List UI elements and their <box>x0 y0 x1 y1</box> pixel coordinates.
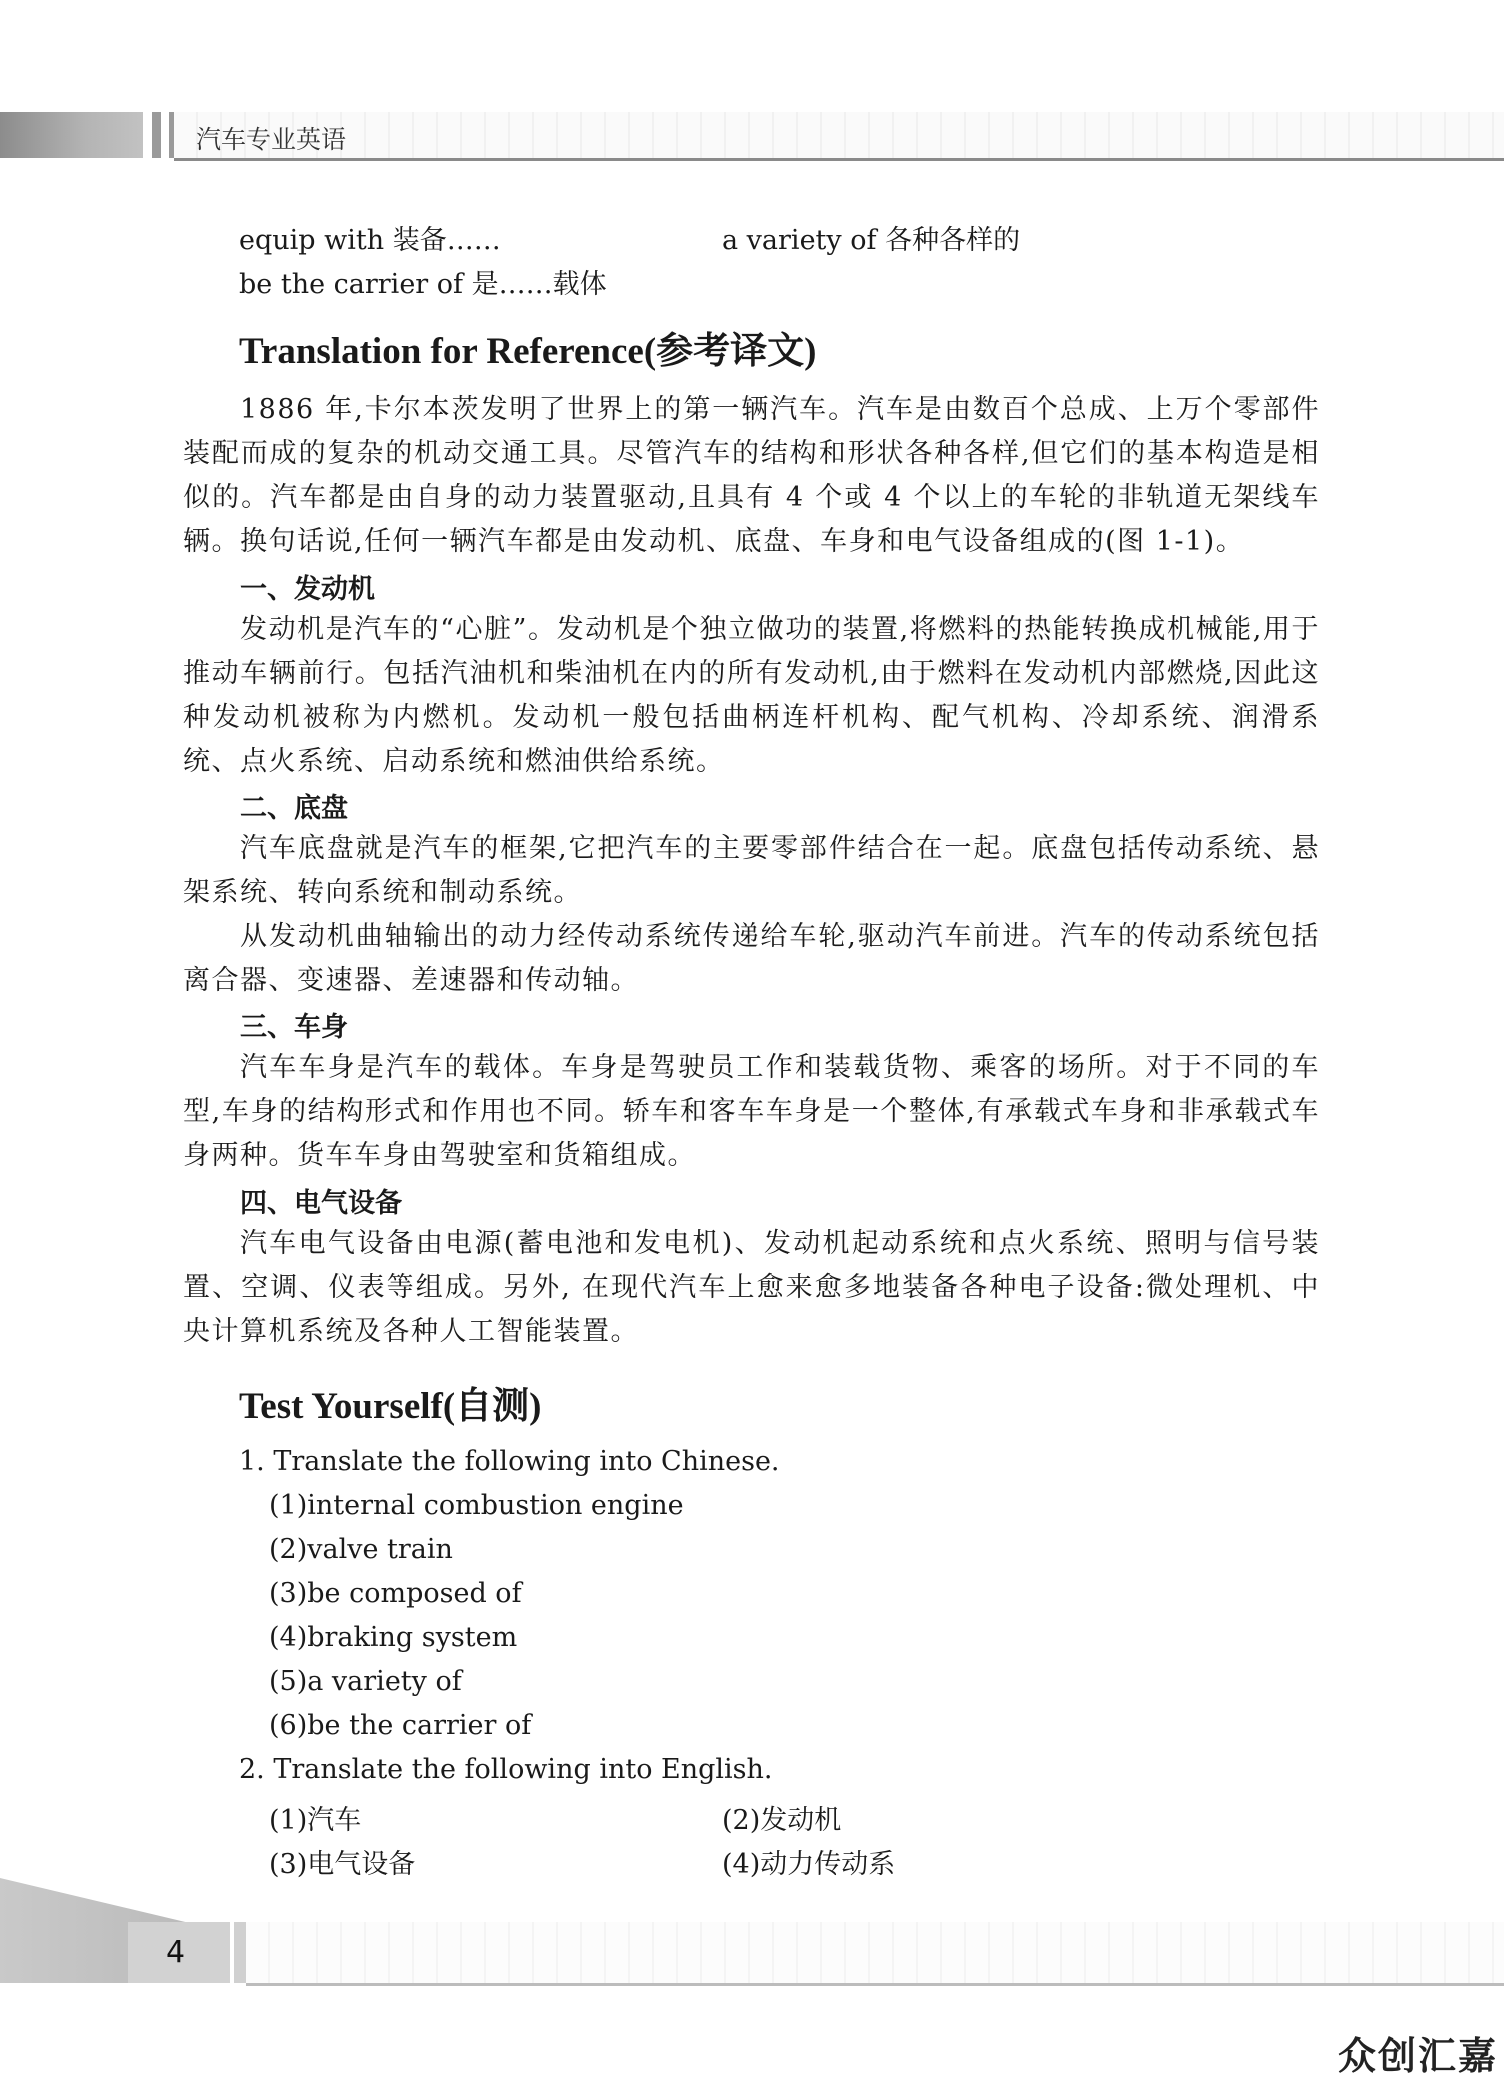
question-2-item: (4)动力传动系 <box>722 1849 896 1880</box>
footer-band <box>246 1922 1504 1983</box>
header-band <box>174 112 1504 158</box>
question-1-item: (4)braking system <box>269 1622 518 1653</box>
question-2-item: (3)电气设备 <box>269 1849 416 1880</box>
question-1-item: (3)be composed of <box>269 1578 522 1609</box>
intro-paragraph: 1886 年,卡尔本茨发明了世界上的第一辆汽车。汽车是由数百个总成、上万个零部件装配而成的复杂的机动交通工具。尽管汽车的结构和形状各种各样,但它们的基本构造是相似的。汽车都是由自身的动力装置驱动,且具有 4 个或 4 个以上的车轮的非轨道无架线车辆。换句话说,任何一辆汽车都是由发动机、底盘、车身和电气设备组成的(图 1-1)。 <box>183 394 1320 557</box>
section-title-electrical: 四、电气设备 <box>240 1188 402 1219</box>
question-1-prompt: 1. Translate the following into Chinese. <box>239 1446 780 1477</box>
question-2-item: (2)发动机 <box>722 1805 842 1836</box>
question-2-prompt: 2. Translate the following into English. <box>239 1754 773 1785</box>
question-1-item: (1)internal combustion engine <box>269 1490 684 1521</box>
question-1-item: (5)a variety of <box>269 1666 462 1697</box>
vocab-item: equip with 装备…… <box>239 225 501 256</box>
question-2-item: (1)汽车 <box>269 1805 362 1836</box>
running-header-title: 汽车专业英语 <box>196 125 347 154</box>
section-title-engine: 一、发动机 <box>240 574 375 605</box>
question-1-item: (6)be the carrier of <box>269 1710 532 1741</box>
vocab-item: be the carrier of 是……载体 <box>239 269 607 300</box>
electrical-paragraph: 汽车电气设备由电源(蓄电池和发电机)、发动机起动系统和点火系统、照明与信号装置、空调、仪表等组成。另外, 在现代汽车上愈来愈多地装备各种电子设备:微处理机、中央计算机系统及各种人工智能装置。 <box>183 1228 1320 1347</box>
footer-divider-bar <box>234 1922 246 1983</box>
header-rule <box>174 158 1504 161</box>
watermark: 众创汇嘉 <box>1337 2034 1498 2078</box>
section-title-body: 三、车身 <box>240 1012 348 1043</box>
footer-rule <box>246 1983 1504 1986</box>
chassis-paragraph-2: 从发动机曲轴输出的动力经传动系统传递给车轮,驱动汽车前进。汽车的传动系统包括离合器、变速器、差速器和传动轴。 <box>183 921 1320 996</box>
header-gray-block <box>0 112 143 158</box>
chassis-paragraph-1: 汽车底盘就是汽车的框架,它把汽车的主要零部件结合在一起。底盘包括传动系统、悬架系统、转向系统和制动系统。 <box>183 833 1320 908</box>
vocab-item: a variety of 各种各样的 <box>722 225 1021 256</box>
engine-paragraph: 发动机是汽车的“心脏”。发动机是个独立做功的装置,将燃料的热能转换成机械能,用于推动车辆前行。包括汽油机和柴油机在内的所有发动机,由于燃料在发动机内部燃烧,因此这种发动机被称为内燃机。发动机一般包括曲柄连杆机构、配气机构、冷却系统、润滑系统、点火系统、启动系统和燃油供给系统。 <box>183 614 1320 777</box>
page-number: 4 <box>166 1935 186 1970</box>
question-1-item: (2)valve train <box>269 1534 453 1565</box>
body-paragraph: 汽车车身是汽车的载体。车身是驾驶员工作和装载货物、乘客的场所。对于不同的车型,车身的结构形式和作用也不同。轿车和客车车身是一个整体,有承载式车身和非承载式车身两种。货车车身由驾驶室和货箱组成。 <box>183 1052 1320 1171</box>
header-divider-bar <box>152 112 161 158</box>
test-heading: Test Yourself(自测) <box>239 1386 542 1427</box>
translation-heading: Translation for Reference(参考译文) <box>239 331 817 372</box>
section-title-chassis: 二、底盘 <box>240 793 348 824</box>
